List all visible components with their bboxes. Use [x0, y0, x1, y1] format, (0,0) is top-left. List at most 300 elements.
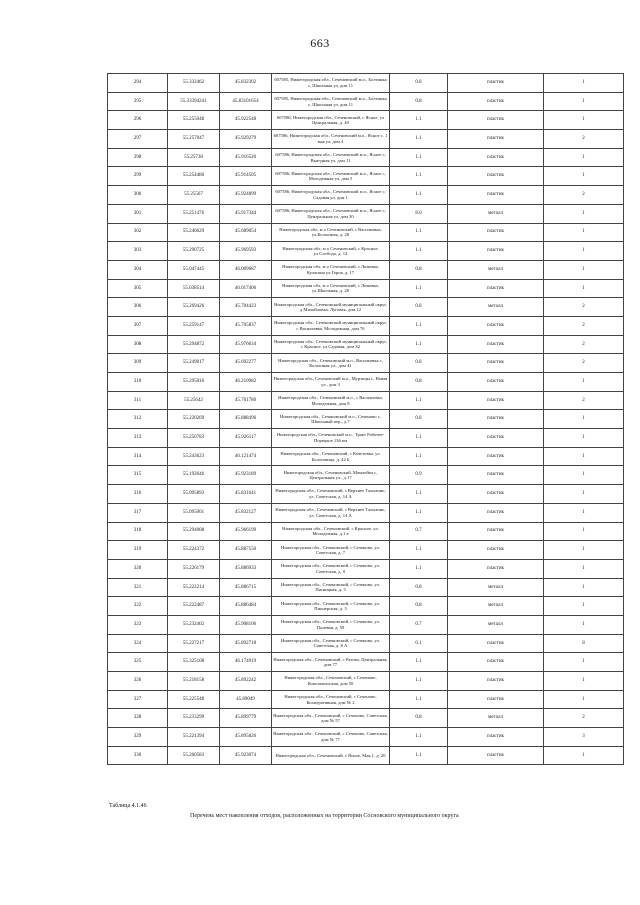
cell-lon: 45.831641	[220, 485, 272, 504]
cell-num: 325	[108, 653, 168, 672]
cell-mat: пластик	[448, 410, 544, 429]
cell-lat: 55.222214	[168, 578, 220, 597]
cell-mat: пластик	[448, 690, 544, 709]
cell-cnt: 1	[544, 503, 624, 522]
cell-lon: 45.832127	[220, 503, 272, 522]
table-row	[108, 634, 624, 653]
cell-cnt: 1	[544, 429, 624, 448]
cell-addr: Нижегородская обл., Сеченовский, с Ясное, Мая 1, д. 20	[272, 746, 390, 765]
cell-lon: 45.917344	[220, 204, 272, 223]
cell-addr: Нижегородская обл., Сеченовский, с Сеченово, Комсомольская, дом 50	[272, 672, 390, 691]
table-row	[108, 447, 624, 466]
table-row	[108, 559, 624, 578]
cell-cnt: 1	[544, 485, 624, 504]
cell-vol: 0.8	[390, 260, 448, 279]
table-row	[108, 672, 624, 691]
cell-cnt: 3	[544, 728, 624, 747]
cell-mat: металл	[448, 298, 544, 317]
cell-lon: 45.929279	[220, 130, 272, 149]
table-row	[108, 410, 624, 429]
cell-mat: пластик	[448, 279, 544, 298]
cell-addr: Нижегородская обл., Сеченовский, с Сеченово, Кооперативная, дом № 2	[272, 690, 390, 709]
table-row	[108, 242, 624, 261]
cell-lat: 55.290725	[168, 242, 220, 261]
cell-vol: 1.1	[390, 447, 448, 466]
cell-addr: 607586, Нижегородская обл., Сеченовский м.о., Ясное с, Молодежная ул, дом 5	[272, 167, 390, 186]
cell-num: 305	[108, 279, 168, 298]
table-row	[108, 223, 624, 242]
table-row	[108, 335, 624, 354]
cell-cnt: 2	[544, 391, 624, 410]
cell-addr: Нижегородская обл., Сеченовский м.о., Мурзицы с, Новая ул., дом 3	[272, 373, 390, 392]
cell-cnt: 1	[544, 260, 624, 279]
cell-addr: Нижегородская обл., Сеченовский, с Ратово, Центральная, дом 77	[272, 653, 390, 672]
cell-mat: пластик	[448, 447, 544, 466]
cell-mat: пластик	[448, 373, 544, 392]
cell-lat: 55.251476	[168, 204, 220, 223]
cell-cnt: 1	[544, 466, 624, 485]
cell-lat: 55.218158	[168, 672, 220, 691]
cell-num: 318	[108, 522, 168, 541]
table-row	[108, 279, 624, 298]
cell-num: 324	[108, 634, 168, 653]
table-row	[108, 130, 624, 149]
cell-mat: металл	[448, 204, 544, 223]
cell-num: 327	[108, 690, 168, 709]
cell-mat: пластик	[448, 503, 544, 522]
cell-addr: Нижегородская обл., Сеченовский муниципальный округ, д Михайловка, Луговая, дом 12	[272, 298, 390, 317]
cell-mat: металл	[448, 615, 544, 634]
cell-num: 317	[108, 503, 168, 522]
cell-cnt: 1	[544, 242, 624, 261]
cell-lon: 45.922548	[220, 111, 272, 130]
table-row	[108, 541, 624, 560]
table-row	[108, 111, 624, 130]
cell-cnt: 2	[544, 298, 624, 317]
table-row	[108, 429, 624, 448]
cell-mat: пластик	[448, 672, 544, 691]
table-row	[108, 298, 624, 317]
table-row	[108, 204, 624, 223]
cell-lon: 45.895826	[220, 728, 272, 747]
cell-lat: 55.259147	[168, 316, 220, 335]
cell-addr: Нижегородская обл., Сеченовский, с Сеченово, ул. Пятницкая, д. 3	[272, 578, 390, 597]
cell-addr: Нижегородская обл., Сеченовский м.о., Васильевка с, Колхозная ул., дом 41	[272, 354, 390, 373]
cell-cnt: 8	[544, 634, 624, 653]
cell-lon: 45.886933	[220, 559, 272, 578]
cell-vol: 1.1	[390, 111, 448, 130]
cell-num: 301	[108, 204, 168, 223]
cell-addr: Нижегородская обл., Сеченовский м.о., с Васильевка, Молодежная, дом 8	[272, 391, 390, 410]
cell-cnt: 1	[544, 204, 624, 223]
cell-vol: 1.1	[390, 223, 448, 242]
cell-addr: Нижегородская обл., Сеченовский, с Верхнее Талызино, ул. Советская, д. 14 А	[272, 485, 390, 504]
cell-num: 300	[108, 186, 168, 205]
table-row	[108, 728, 624, 747]
cell-mat: пластик	[448, 242, 544, 261]
cell-vol: 0.1	[390, 634, 448, 653]
cell-num: 314	[108, 447, 168, 466]
cell-vol: 1.1	[390, 541, 448, 560]
cell-lon: 45.704423	[220, 298, 272, 317]
cell-lon: 45.888496	[220, 410, 272, 429]
cell-addr: Нижегородская обл., Сеченовский муниципальный округ, с Васильевка, Молодежная, дом 76	[272, 316, 390, 335]
cell-lon: 45.886715	[220, 578, 272, 597]
cell-lon: 45.923074	[220, 746, 272, 765]
table-subtitle: Перечень мест накопления отходов, расположенных на территории Сосновского муниципального округа	[190, 813, 459, 819]
cell-cnt: 1	[544, 559, 624, 578]
table-row	[108, 354, 624, 373]
cell-lat: 55.269426	[168, 298, 220, 317]
table-row	[108, 653, 624, 672]
cell-num: 320	[108, 559, 168, 578]
cell-mat: пластик	[448, 167, 544, 186]
cell-vol: 1.1	[390, 746, 448, 765]
cell-addr: Нижегородская обл., Сеченовский, с Сеченово, Советская, дом № 57	[272, 709, 390, 728]
cell-cnt: 1	[544, 672, 624, 691]
table-row	[108, 503, 624, 522]
cell-cnt: 1	[544, 615, 624, 634]
cell-vol: 0.8	[390, 74, 448, 93]
cell-lat: 55.243623	[168, 447, 220, 466]
cell-mat: пластик	[448, 653, 544, 672]
cell-lat: 55.232402	[168, 615, 220, 634]
cell-lon: 45.886484	[220, 597, 272, 616]
cell-num: 304	[108, 260, 168, 279]
cell-addr: Нижегородская обл., Сеченовский, с Сеченово, Советская, дом № 77	[272, 728, 390, 747]
cell-addr: Нижегородская обл., Сеченовский м.о., Сеченово с, Школьный пер., д.7	[272, 410, 390, 429]
cell-addr: 607585, Нижегородская обл., Сеченовский м.о., Болтинка с, Школьная ул, дом 11	[272, 92, 390, 111]
table-row	[108, 391, 624, 410]
cell-num: 330	[108, 746, 168, 765]
cell-mat: металл	[448, 578, 544, 597]
cell-lat: 55.25738	[168, 148, 220, 167]
cell-lat: 55.254486	[168, 167, 220, 186]
cell-cnt: 1	[544, 653, 624, 672]
table-row	[108, 709, 624, 728]
cell-num: 306	[108, 298, 168, 317]
cell-mat: пластик	[448, 541, 544, 560]
cell-lat: 55.25567	[168, 186, 220, 205]
cell-lat: 55.294008	[168, 522, 220, 541]
cell-num: 315	[108, 466, 168, 485]
cell-lon: 46.210982	[220, 373, 272, 392]
cell-lon: 45.705837	[220, 316, 272, 335]
cell-num: 310	[108, 373, 168, 392]
cell-addr: 607585, Нижегородская обл., Сеченовский м.о., Болтинка с, Школьная ул, дом 11	[272, 74, 390, 93]
cell-vol: 0.8	[390, 410, 448, 429]
cell-lon: 45.892242	[220, 672, 272, 691]
cell-vol: 1.1	[390, 653, 448, 672]
cell-num: 302	[108, 223, 168, 242]
cell-num: 319	[108, 541, 168, 560]
cell-vol: 0.8	[390, 597, 448, 616]
table-row	[108, 522, 624, 541]
cell-vol: 0.8	[390, 578, 448, 597]
cell-lon: 45.966199	[220, 522, 272, 541]
cell-num: 323	[108, 615, 168, 634]
cell-vol: 0.9	[390, 466, 448, 485]
cell-addr: Нижегородская обл., Сеченовский, с Сеченово, ул. Советская, д. 8 А	[272, 634, 390, 653]
cell-lon: 45.892718	[220, 634, 272, 653]
cell-mat: пластик	[448, 522, 544, 541]
cell-lon: 45.908106	[220, 615, 272, 634]
cell-lon: 46.009687	[220, 260, 272, 279]
cell-cnt: 1	[544, 373, 624, 392]
table-row	[108, 92, 624, 111]
table-row	[108, 186, 624, 205]
cell-mat: пластик	[448, 316, 544, 335]
cell-cnt: 1	[544, 746, 624, 765]
cell-lat: 55.192646	[168, 466, 220, 485]
cell-vol: 1.1	[390, 316, 448, 335]
cell-mat: пластик	[448, 223, 544, 242]
cell-lat: 55.295016	[168, 373, 220, 392]
cell-cnt: 1	[544, 447, 624, 466]
table-row	[108, 466, 624, 485]
cell-num: 313	[108, 429, 168, 448]
cell-num: 329	[108, 728, 168, 747]
table-row	[108, 485, 624, 504]
cell-lat: 55.225548	[168, 690, 220, 709]
cell-cnt: 2	[544, 186, 624, 205]
cell-mat: пластик	[448, 186, 544, 205]
cell-cnt: 2	[544, 354, 624, 373]
cell-vol: 1.1	[390, 279, 448, 298]
cell-cnt: 1	[544, 223, 624, 242]
cell-num: 298	[108, 148, 168, 167]
cell-addr: Нижегородская обл., Сеченовский, Мамлейка с, Центральная ул., д.17	[272, 466, 390, 485]
cell-cnt: 2	[544, 316, 624, 335]
cell-vol: 0.8	[390, 373, 448, 392]
cell-cnt: 1	[544, 167, 624, 186]
cell-vol: 0.8	[390, 298, 448, 317]
cell-vol: 1.1	[390, 148, 448, 167]
cell-num: 309	[108, 354, 168, 373]
cell-cnt: 1	[544, 597, 624, 616]
cell-vol: 8.0	[390, 204, 448, 223]
table-row	[108, 746, 624, 765]
cell-num: 308	[108, 335, 168, 354]
cell-lon: 46.017406	[220, 279, 272, 298]
cell-lon: 45.926117	[220, 429, 272, 448]
cell-lat: 55.222487	[168, 597, 220, 616]
cell-num: 295	[108, 92, 168, 111]
cell-addr: Нижегородская обл, м.о Сеченовский, с Липовка, ул.Школьная, д. 28	[272, 279, 390, 298]
cell-mat: пластик	[448, 391, 544, 410]
cell-addr: 607586, Нижегородская обл., Сеченовский м.о., Ясное с. 1 мая ул, дом 4	[272, 130, 390, 149]
cell-cnt: 1	[544, 522, 624, 541]
cell-vol: 1.1	[390, 728, 448, 747]
cell-num: 326	[108, 672, 168, 691]
cell-lat: 55.260583	[168, 746, 220, 765]
cell-lat: 55.25642	[168, 391, 220, 410]
cell-lat: 55.227217	[168, 634, 220, 653]
cell-cnt: 1	[544, 578, 624, 597]
cell-vol: 1.1	[390, 429, 448, 448]
cell-lat: 55.325108	[168, 653, 220, 672]
cell-lat: 55.226179	[168, 559, 220, 578]
cell-lon: 45.832302	[220, 74, 272, 93]
cell-num: 321	[108, 578, 168, 597]
cell-lon: 45.916526	[220, 148, 272, 167]
cell-num: 312	[108, 410, 168, 429]
cell-num: 297	[108, 130, 168, 149]
cell-lon: 45.969593	[220, 242, 272, 261]
cell-mat: металл	[448, 597, 544, 616]
cell-vol: 1.1	[390, 242, 448, 261]
cell-lon: 45.914505	[220, 167, 272, 186]
cell-vol: 1.1	[390, 559, 448, 578]
cell-addr: Нижегородская обл., Сеченовский, с Красное, ул. Молодежная, д.1 а	[272, 522, 390, 541]
cell-lon: 45.899779	[220, 709, 272, 728]
cell-mat: пластик	[448, 746, 544, 765]
table-row	[108, 597, 624, 616]
cell-cnt: 1	[544, 541, 624, 560]
cell-cnt: 2	[544, 709, 624, 728]
cell-lon: 45.923189	[220, 466, 272, 485]
cell-addr: Нижегородская обл., Сеченовский муниципальный округ, с Красное, ул.Садовая, дом 32	[272, 335, 390, 354]
cell-lon: 45.976634	[220, 335, 272, 354]
cell-cnt: 1	[544, 111, 624, 130]
cell-cnt: 1	[544, 279, 624, 298]
cell-cnt: 1	[544, 148, 624, 167]
cell-addr: Нижегородская обл, м.о Сеченовский, с Васильевка, ул.Колхозная, д. 28	[272, 223, 390, 242]
cell-mat: пластик	[448, 559, 544, 578]
cell-lat: 55.224372	[168, 541, 220, 560]
table-row	[108, 615, 624, 634]
cell-vol: 1.1	[390, 186, 448, 205]
cell-vol: 1.1	[390, 335, 448, 354]
table-row	[108, 167, 624, 186]
cell-addr: 607586, Нижегородская обл., Сеченовский, с Ясное, ул Центральная, д. 40	[272, 111, 390, 130]
cell-mat: металл	[448, 709, 544, 728]
cell-addr: 607586, Нижегородская обл., Сеченовский м.о., Ясное с, Садовая ул, дом 1	[272, 186, 390, 205]
cell-num: 296	[108, 111, 168, 130]
cell-vol: 1.1	[390, 503, 448, 522]
cell-lon: 45.692277	[220, 354, 272, 373]
cell-lat: 55.221394	[168, 728, 220, 747]
waste-sites-table	[107, 73, 624, 765]
cell-mat: пластик	[448, 111, 544, 130]
cell-mat: пластик	[448, 354, 544, 373]
cell-num: 328	[108, 709, 168, 728]
cell-addr: Нижегородская обл, м.о Сеченовский, с Красное, ул.Слобода, д. 14	[272, 242, 390, 261]
cell-cnt: 2	[544, 130, 624, 149]
cell-mat: металл	[448, 260, 544, 279]
cell-vol: 1.1	[390, 130, 448, 149]
cell-lat: 55.047445	[168, 260, 220, 279]
cell-cnt: 1	[544, 690, 624, 709]
cell-vol: 0.7	[390, 522, 448, 541]
cell-lon: 45.689054	[220, 223, 272, 242]
cell-addr: 607586, Нижегородская обл., Сеченовский м.о., Ясное с, Выездная ул, дом 11	[272, 148, 390, 167]
cell-vol: 0.7	[390, 615, 448, 634]
table-row	[108, 373, 624, 392]
cell-lat: 55.246629	[168, 223, 220, 242]
table-body	[108, 74, 624, 765]
cell-cnt: 1	[544, 74, 624, 93]
cell-lat: 55.332462	[168, 74, 220, 93]
cell-lon: 45.887550	[220, 541, 272, 560]
cell-num: 294	[108, 74, 168, 93]
cell-lat: 55.220269	[168, 410, 220, 429]
cell-mat: пластик	[448, 130, 544, 149]
cell-vol: 1.1	[390, 391, 448, 410]
cell-vol: 0.8	[390, 709, 448, 728]
cell-addr: Нижегородская обл., Сеченовский, с Сеченово, ул. Советская, д. 9	[272, 559, 390, 578]
cell-lat: 55.257047	[168, 130, 220, 149]
table-row	[108, 260, 624, 279]
cell-lon: 45.89049	[220, 690, 272, 709]
cell-mat: пластик	[448, 466, 544, 485]
cell-vol: 1.1	[390, 485, 448, 504]
table-row	[108, 578, 624, 597]
cell-lat: 55.095893	[168, 485, 220, 504]
cell-num: 322	[108, 597, 168, 616]
cell-mat: пластик	[448, 92, 544, 111]
cell-addr: Нижегородская обл., Сеченовский, с Кочетовка, ул. Болотовица, д. 42 Б	[272, 447, 390, 466]
cell-addr: Нижегородская обл., Сеченовский, с Верхнее Талызино, ул. Советская, д. 14 А	[272, 503, 390, 522]
cell-num: 311	[108, 391, 168, 410]
cell-mat: пластик	[448, 429, 544, 448]
cell-lat: 55.249017	[168, 354, 220, 373]
cell-cnt: 2	[544, 335, 624, 354]
cell-mat: пластик	[448, 485, 544, 504]
table-row	[108, 148, 624, 167]
cell-lat: 55.038514	[168, 279, 220, 298]
cell-vol: 0.8	[390, 92, 448, 111]
cell-mat: пластик	[448, 148, 544, 167]
cell-lat: 55.33394241	[168, 92, 220, 111]
cell-mat: пластик	[448, 74, 544, 93]
table-row	[108, 690, 624, 709]
cell-vol: 1.1	[390, 690, 448, 709]
cell-lon: 45.83101654	[220, 92, 272, 111]
cell-mat: пластик	[448, 634, 544, 653]
cell-addr: Нижегородская обл., Сеченовский, с Сеченово, ул. Советская, д. 7	[272, 541, 390, 560]
cell-num: 307	[108, 316, 168, 335]
cell-lon: 46.174919	[220, 653, 272, 672]
cell-addr: Нижегородская обл., Сеченовский, с Сеченово, ул. Пионерская, д. 3	[272, 597, 390, 616]
cell-addr: Нижегородская обл., Сеченовский м.о., Тракт Рабочее-Порецкое 136 км	[272, 429, 390, 448]
cell-lon: 46.121474	[220, 447, 272, 466]
cell-lat: 55.255048	[168, 111, 220, 130]
table-row	[108, 74, 624, 93]
cell-num: 316	[108, 485, 168, 504]
cell-lon: 45.924899	[220, 186, 272, 205]
cell-num: 299	[108, 167, 168, 186]
cell-addr: Нижегородская обл., Сеченовский, с Сеченово, ул. Полевая, д. 59	[272, 615, 390, 634]
page-number: 663	[310, 36, 330, 50]
cell-lat: 55.233299	[168, 709, 220, 728]
cell-mat: пластик	[448, 335, 544, 354]
cell-vol: 1.1	[390, 672, 448, 691]
cell-addr: 607586, Нижегородская обл., Сеченовский м.о., Ясное с, Центральная ул, дом 30	[272, 204, 390, 223]
cell-lat: 55.294872	[168, 335, 220, 354]
cell-mat: пластик	[448, 728, 544, 747]
cell-addr: Нижегородская обл, м.о Сеченовский, с Липовка, Кулагина ул Героя, д. 17	[272, 260, 390, 279]
table-caption: Таблица 4.1.46	[109, 803, 147, 809]
cell-cnt: 1	[544, 410, 624, 429]
cell-lon: 45.701780	[220, 391, 272, 410]
cell-lat: 55.250783	[168, 429, 220, 448]
table-row	[108, 316, 624, 335]
cell-lat: 55.095061	[168, 503, 220, 522]
cell-vol: 1.1	[390, 167, 448, 186]
cell-vol: 0.8	[390, 354, 448, 373]
cell-cnt: 1	[544, 92, 624, 111]
